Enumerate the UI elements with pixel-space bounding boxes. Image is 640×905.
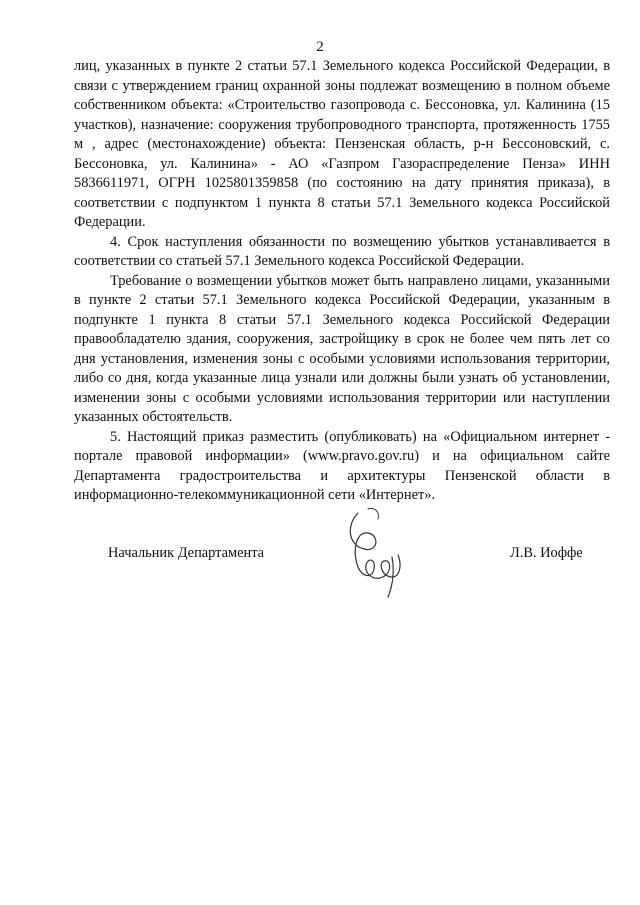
paragraph-item-4: 4. Срок наступления обязанности по возмещению убытков устанавливается в соответствии со статьей 57.1 Земельного кодекса Российской Федерации. (74, 233, 610, 269)
signatory-name: Л.В. Иоффе (510, 545, 583, 561)
handwritten-signature (328, 505, 418, 605)
paragraph-item-5: 5. Настоящий приказ разместить (опубликовать) на «Официальном интернет - портале правовой информации» (www.pravo.gov.ru) и на официальном сайте Департамента градостроительства и архитектуры Пензенской области в информационно-телекоммуникационной сети «Интернет». (74, 428, 610, 503)
paragraph-continuation: лиц, указанных в пункте 2 статьи 57.1 Земельного кодекса Российской Федерации, в связи с утверждением границ охранной зоны подлежат возмещению в полном объеме собственником объекта: «Строительство газопровода с. Бессоновка, ул. Калинина (15 участков), назначение: сооружения трубопроводного транспорта, протяженность 1755 м , адрес (местонахождение) объекта: Пензенская область, р-н Бессоновский, с. Бессоновка, ул. Калинина» - АО «Газпром Газораспределение Пенза» ИНН 5836611971, ОГРН 1025801359858 (по состоянию на дату принятия приказа), в соответствии с подпунктом 1 пункта 8 статьи 57.1 Земельного кодекса Российской Федерации. (74, 58, 610, 230)
page-number: 2 (316, 39, 324, 55)
document-body (74, 57, 610, 506)
signatory-title: Начальник Департамента (108, 545, 265, 561)
paragraph-compensation-claim: Требование о возмещении убытков может быть направлено лицами, указанными в пункте 2 статьи 57.1 Земельного кодекса Российской Федерации, указанным в подпункте 1 пункта 8 статьи 57.1 Земельного кодекса Российской Федерации правообладателю здания, сооружения, застройщику в срок не более чем пять лет со дня установления, изменения зоны с особыми условиями использования территории, либо со дня, когда указанные лица узнали или должны были узнать об установлении, изменении зоны с особыми условиями использования территории или наступлении указанных обстоятельств. (74, 272, 610, 425)
